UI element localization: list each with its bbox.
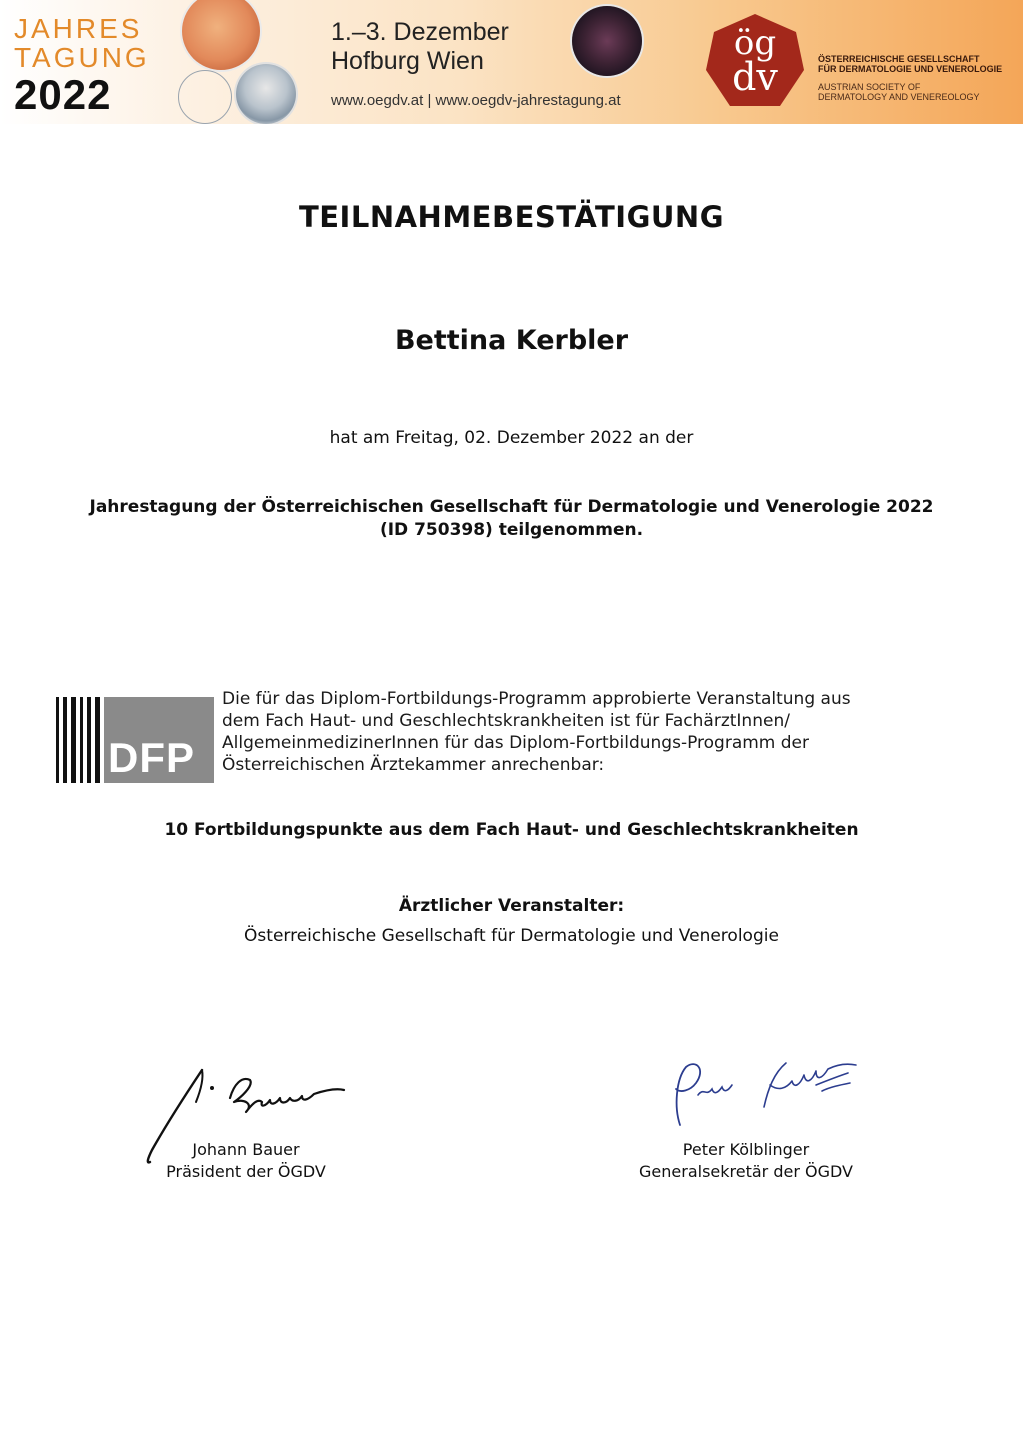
org-en-line2: DERMATOLOGY AND VENEREOLOGY [818,92,980,103]
barcode-bar [95,697,100,783]
signatory-name: Peter Kölblinger [682,1140,810,1159]
banner-venue: Hofburg Wien [331,47,484,75]
attendance-date: hat am Freitag, 02. Dezember 2022 an der [329,428,694,448]
barcode-bar [71,697,76,783]
org-en-line1: AUSTRIAN SOCIETY OF [818,82,921,92]
event-description [0,496,1023,542]
organizer-name: Österreichische Gesellschaft für Dermatologie und Venerologie [244,926,779,946]
org-name-english [818,82,980,103]
header-banner [0,0,1023,124]
barcode-bar [56,697,59,783]
signatory-koelblinger [596,1139,896,1182]
participant-name: Bettina Kerbler [394,325,629,356]
logo-text-top: ög [733,23,777,63]
signatory-role: Generalsekretär der ÖGDV [639,1161,853,1181]
banner-jahres: JAHRES [14,13,143,44]
certificate-title: TEILNAHMEBESTÄTIGUNG [298,200,725,234]
dfp-text-line: Die für das Diplom-Fortbildungs-Programm approbierte Veranstaltung aus [222,689,851,709]
dfp-text-line: dem Fach Haut- und Geschlechtskrankheiten ist für FachärztInnen/ [222,711,790,732]
signatory-role: Präsident der ÖGDV [166,1161,326,1181]
oegdv-logo [704,12,806,112]
dfp-text-line: Österreichischen Ärztekammer anrechenbar: [222,755,605,776]
banner-websites: www.oegdv.at | www.oegdv-jahrestagung.at [331,92,621,109]
banner-year: 2022 [14,71,112,118]
decorative-circle [178,70,232,124]
event-line-1: Jahrestagung der Österreichischen Gesellschaft für Dermatologie und Venerologie 2022 [89,497,934,517]
dfp-text-line: AllgemeinmedizinerInnen für das Diplom-Fortbildungs-Programm der [222,733,810,754]
signatory-name: Johann Bauer [192,1140,300,1159]
logo-text-bottom: dv [732,55,778,99]
microscopy-image [572,6,642,76]
banner-tagung: TAGUNG [14,42,150,73]
org-de-line1: ÖSTERREICHISCHE GESELLSCHAFT [818,54,980,64]
barcode-bar [80,697,83,783]
dfp-logo [56,697,214,783]
petri-dish-image [182,0,260,70]
organizer-label: Ärztlicher Veranstalter: [398,896,625,916]
barcode-bar [87,697,91,783]
org-name-german [818,54,1002,75]
lab-photo-image [236,64,296,124]
dfp-description [222,688,942,776]
event-line-2: (ID 750398) teilgenommen. [379,519,644,540]
banner-dates: 1.–3. Dezember [331,18,509,46]
org-de-line2: FÜR DERMATOLOGIE UND VENEROLOGIE [818,64,1003,75]
signature-koelblinger [640,1045,870,1135]
signatory-bauer [126,1139,366,1182]
credit-points: 10 Fortbildungspunkte aus dem Fach Haut- und Geschlechtskrankheiten [164,820,859,840]
barcode-bar [63,697,67,783]
dfp-logo-text: DFP [108,734,195,781]
